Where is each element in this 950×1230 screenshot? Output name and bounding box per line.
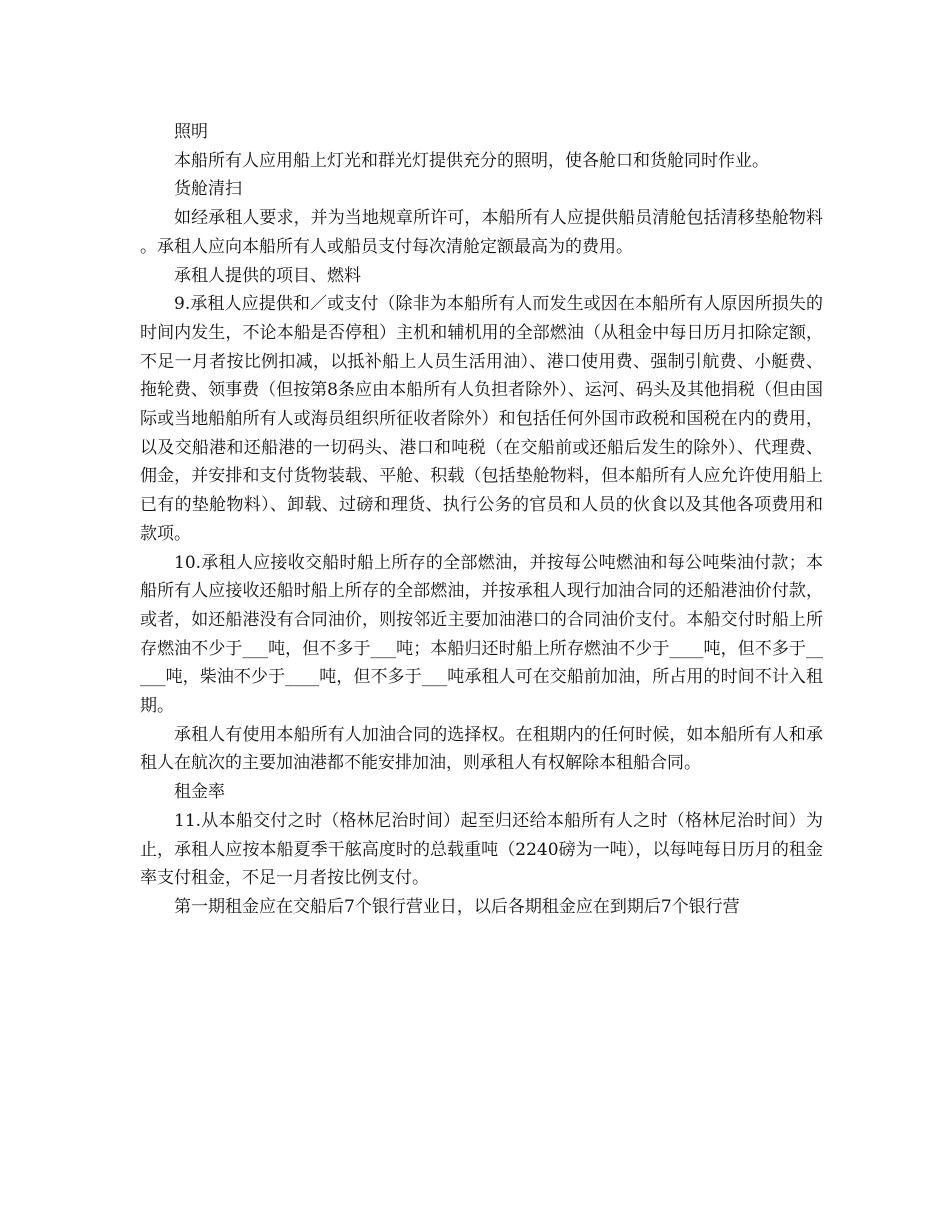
paragraph-clause-9: 9.承租人应提供和／或支付（除非为本船所有人而发生或因在本船所有人原因所损失的时间内发生，不论本船是否停租）主机和辅机用的全部燃油（从租金中每日历月扣除定额，不足一月者按比例扣减，以抵补船上人员生活用油）、港口使用费、强制引航费、小艇费、拖轮费、领事费（但按第8条应由本船所有人负担者除外）、运河、码头及其他捐税（但由国际或当地船舶所有人或海员组织所征收者除外）和包括任何外国市政税和国税在内的费用，以及交船港和还船港的一切码头、港口和吨税（在交船前或还船后发生的除外）、代理费、佣金，并安排和支付货物装载、平舱、积载（包括垫舱物料，但本船所有人应允许使用船上已有的垫舱物料）、卸载、过磅和理货、执行公务的官员和人员的伙食以及其他各项费用和款项。 <box>140 294 823 544</box>
document-body <box>140 118 823 922</box>
paragraph-clause-10: 10.承租人应接收交船时船上所存的全部燃油，并按每公吨燃油和每公吨柴油付款；本船所有人应接收还船时船上所存的全部燃油，并按承租人现行加油合同的还船港油价付款，或者，如还船港没有合同油价，则按邻近主要加油港口的合同油价支付。本船交付时船上所存燃油不少于___吨，但不多于___吨；本船归还时船上所存燃油不少于____吨，但不多于_____吨，柴油不少于____吨，但不多于___吨承租人可在交船前加油，所占用的时间不计入租期。 <box>140 552 823 717</box>
paragraph-lighting: 本船所有人应用船上灯光和群光灯提供充分的照明，使各舱口和货舱同时作业。 <box>174 150 769 171</box>
section-heading-charterer-provisions: 承租人提供的项目、燃料 <box>174 265 361 286</box>
paragraph-bunker-option: 承租人有使用本船所有人加油合同的选择权。在租期内的任何时候，如本船所有人和承租人在航次的主要加油港都不能安排加油，则承租人有权解除本租船合同。 <box>140 724 823 774</box>
paragraph-first-hire-payment: 第一期租金应在交船后7个银行营业日，以后各期租金应在到期后7个银行营 <box>174 896 740 917</box>
section-heading-hire-rate: 租金率 <box>174 782 225 803</box>
paragraph-hold-cleaning: 如经承租人要求，并为当地规章所许可，本船所有人应提供船员清舱包括清移垫舱物料。承租人应向本船所有人或船员支付每次清舱定额最高为的费用。 <box>140 208 823 257</box>
section-heading-hold-cleaning: 货舱清扫 <box>174 179 242 200</box>
paragraph-clause-11: 11.从本船交付之时（格林尼治时间）起至归还给本船所有人之时（格林尼治时间）为止，承租人应按本船夏季干舷高度时的总载重吨（2240磅为一吨），以每吨每日历月的租金率支付租金，不足一月者按比例支付。 <box>140 810 823 889</box>
section-heading-lighting: 照明 <box>174 122 208 142</box>
